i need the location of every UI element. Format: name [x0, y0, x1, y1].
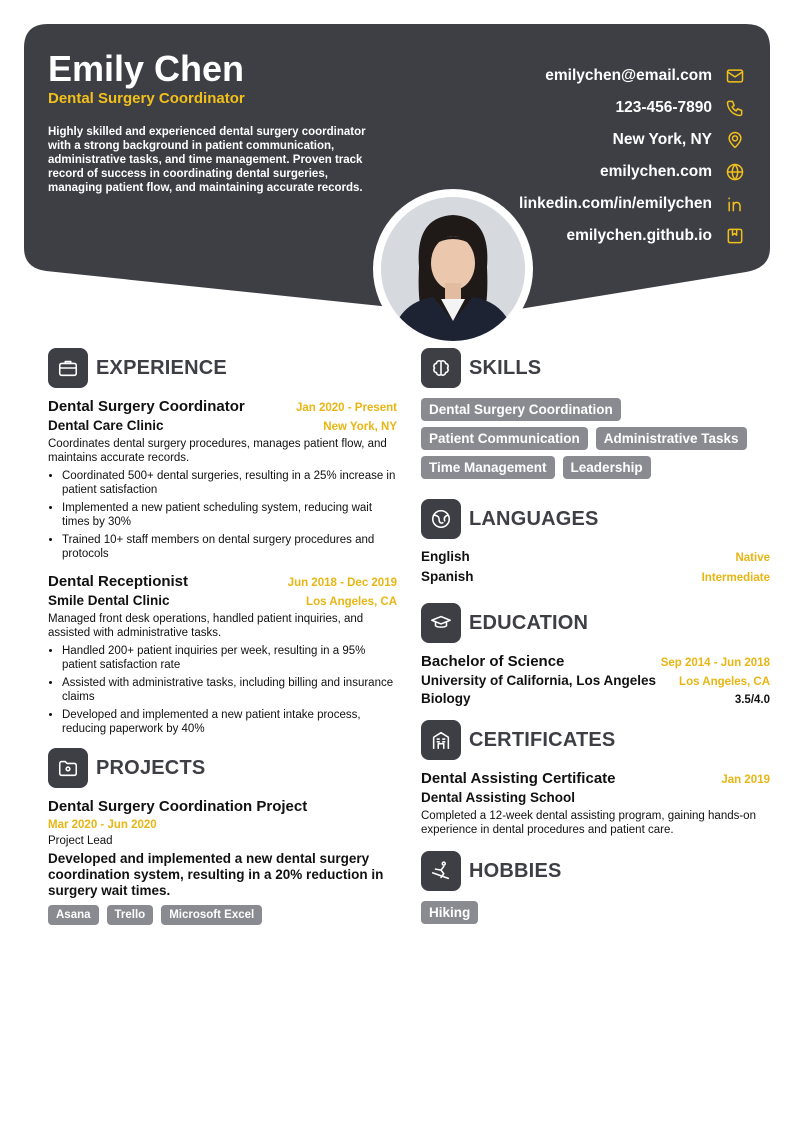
- skill-chip: Patient Communication: [421, 427, 588, 450]
- job-bullet: • Handled 200+ patient inquiries per week, resulting in a 95% patient satisfaction rate: [62, 644, 397, 672]
- hobby-list: [421, 901, 770, 930]
- project-tag: Asana: [48, 905, 99, 925]
- job-title: Dental Receptionist: [48, 573, 189, 590]
- language-level: Native: [735, 552, 770, 564]
- experience-entry: [48, 573, 397, 736]
- gpa: 3.5/4.0: [734, 694, 770, 706]
- job-company: Smile Dental Clinic: [48, 593, 170, 608]
- field-of-study: Biology: [421, 691, 471, 706]
- job-bullets: [48, 469, 397, 561]
- avatar: [381, 197, 525, 341]
- briefcase-icon: [48, 348, 88, 388]
- job-date: Jun 2018 - Dec 2019: [287, 577, 397, 589]
- contact-location: [390, 124, 770, 156]
- skill-chip: Administrative Tasks: [596, 427, 747, 450]
- contact-email[interactable]: [390, 60, 770, 92]
- certificates-header: [421, 720, 770, 760]
- project-title: Dental Surgery Coordination Project: [48, 798, 308, 815]
- skiing-icon: [421, 851, 461, 891]
- folder-icon: [48, 748, 88, 788]
- job-bullets: [48, 644, 397, 736]
- contact-website-text[interactable]: emilychen.com: [600, 163, 712, 180]
- contact-website[interactable]: [390, 156, 770, 188]
- profile-summary: Highly skilled and experienced dental surgery coordinator with a strong background in patient communication, administrative tasks, and time management. Proven track record of success in coordinating dental surgeries, managing patient flow, and maintaining accurate records.: [48, 126, 366, 194]
- projects-title: PROJECTS: [96, 756, 206, 779]
- languages-section: [421, 499, 770, 589]
- building-icon: [421, 720, 461, 760]
- project-tag: Microsoft Excel: [161, 905, 262, 925]
- skills-title: SKILLS: [469, 356, 542, 379]
- contact-github-text[interactable]: emilychen.github.io: [566, 227, 712, 244]
- certificate-date: Jan 2019: [721, 774, 770, 786]
- certificate-issuer: Dental Assisting School: [421, 790, 576, 805]
- education-date: Sep 2014 - Jun 2018: [660, 657, 770, 669]
- contact-phone-text[interactable]: 123-456-7890: [615, 99, 712, 116]
- job-bullet: • Assisted with administrative tasks, including billing and insurance claims: [62, 676, 397, 704]
- phone-icon: [724, 97, 746, 119]
- school-location: Los Angeles, CA: [679, 676, 770, 688]
- contact-linkedin-text[interactable]: linkedin.com/in/emilychen: [519, 195, 712, 212]
- job-description: Managed front desk operations, handled patient inquiries, and assisted with administrative tasks.: [48, 613, 364, 639]
- graduation-cap-icon: [421, 603, 461, 643]
- linkedin-icon: [724, 193, 746, 215]
- left-column: [48, 348, 397, 931]
- skills-section: [421, 348, 770, 485]
- project-date: Mar 2020 - Jun 2020: [48, 819, 157, 831]
- job-company: Dental Care Clinic: [48, 418, 164, 433]
- location-icon: [724, 129, 746, 151]
- job-bullet: • Implemented a new patient scheduling system, reducing wait times by 30%: [62, 501, 397, 529]
- language-name: English: [421, 549, 470, 564]
- job-location: New York, NY: [323, 421, 397, 433]
- project-tags: [48, 905, 397, 931]
- project-role: Project Lead: [48, 835, 113, 847]
- school-name: University of California, Los Angeles: [421, 673, 657, 688]
- skill-chip: Dental Surgery Coordination: [421, 398, 621, 421]
- contact-email-text[interactable]: emilychen@email.com: [545, 67, 712, 84]
- candidate-name: Emily Chen: [48, 48, 245, 89]
- certificates-section: [421, 720, 770, 837]
- candidate-role: Dental Surgery Coordinator: [48, 90, 245, 107]
- bookmark-icon: [724, 225, 746, 247]
- job-title: Dental Surgery Coordinator: [48, 398, 245, 415]
- language-row: [421, 569, 770, 589]
- hobbies-title: HOBBIES: [469, 859, 562, 882]
- certificate-name: Dental Assisting Certificate: [421, 770, 616, 787]
- project-entry: [48, 798, 397, 931]
- skills-header: [421, 348, 770, 388]
- job-location: Los Angeles, CA: [306, 596, 397, 608]
- experience-title: EXPERIENCE: [96, 356, 227, 379]
- language-row: [421, 549, 770, 569]
- experience-entry: [48, 398, 397, 561]
- skill-chip: Time Management: [421, 456, 555, 479]
- job-bullet: • Coordinated 500+ dental surgeries, resulting in a 25% increase in patient satisfaction: [62, 469, 397, 497]
- languages-header: [421, 499, 770, 539]
- mail-icon: [724, 65, 746, 87]
- contact-location-text: New York, NY: [612, 131, 712, 148]
- job-description: Coordinates dental surgery procedures, manages patient flow, and maintains accurate records.: [48, 438, 387, 464]
- language-name: Spanish: [421, 569, 474, 584]
- experience-header: [48, 348, 397, 388]
- hobby-chip: Hiking: [421, 901, 478, 924]
- education-section: [421, 603, 770, 706]
- globe-icon: [724, 161, 746, 183]
- project-description: Developed and implemented a new dental surgery coordination system, resulting in a 20% reduction in surgery wait times.: [48, 851, 384, 898]
- job-bullet: • Developed and implemented a new patient intake process, reducing paperwork by 40%: [62, 708, 397, 736]
- skill-list: [421, 398, 770, 485]
- brain-icon: [421, 348, 461, 388]
- hobbies-header: [421, 851, 770, 891]
- certificates-title: CERTIFICATES: [469, 728, 616, 751]
- language-level: Intermediate: [701, 572, 770, 584]
- projects-header: [48, 748, 397, 788]
- education-title: EDUCATION: [469, 611, 589, 634]
- job-bullet: • Trained 10+ staff members on dental surgery procedures and protocols: [62, 533, 397, 561]
- education-header: [421, 603, 770, 643]
- project-tag: Trello: [107, 905, 154, 925]
- right-column: [421, 348, 770, 944]
- certificate-description: Completed a 12-week dental assisting program, gaining hands-on experience in dental procedures and patient care.: [421, 810, 756, 836]
- skill-chip: Leadership: [563, 456, 651, 479]
- hobbies-section: [421, 851, 770, 930]
- degree: Bachelor of Science: [421, 653, 565, 670]
- languages-title: LANGUAGES: [469, 507, 599, 530]
- job-date: Jan 2020 - Present: [295, 402, 397, 414]
- contact-phone[interactable]: [390, 92, 770, 124]
- language-icon: [421, 499, 461, 539]
